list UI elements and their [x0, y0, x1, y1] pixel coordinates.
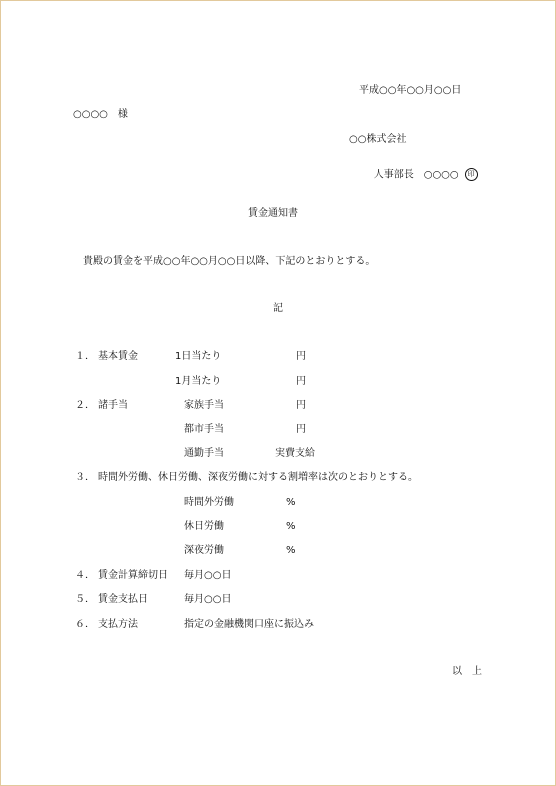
item-number: ４．	[75, 570, 95, 581]
item-number: ６．	[75, 619, 95, 630]
ki-heading: 記	[273, 303, 283, 314]
sub-label: 時間外労働	[184, 497, 234, 508]
company-name: ○○株式会社	[349, 134, 407, 145]
sub-label: 家族手当	[184, 400, 224, 411]
sub-value: %	[286, 497, 296, 508]
sub-value: %	[286, 521, 296, 532]
document-title: 賃金通知書	[248, 208, 298, 219]
sub-label: 通勤手当	[184, 448, 224, 459]
item-value: 毎月○○日	[184, 570, 232, 581]
sub-label: 1日当たり	[175, 351, 222, 362]
item-label: 支払方法	[98, 619, 138, 630]
item-value: 指定の金融機関口座に振込み	[184, 619, 314, 630]
sub-value: %	[286, 545, 296, 556]
item-label: 賃金支払日	[98, 594, 148, 605]
sub-value: 円	[296, 424, 306, 435]
item-value: 毎月○○日	[184, 594, 232, 605]
sub-label: 深夜労働	[184, 545, 224, 556]
sub-label: 休日労働	[184, 521, 224, 532]
item-number: ３．	[75, 472, 95, 483]
seal-mark: 印	[465, 168, 478, 181]
recipient-name: ○○○○ 様	[73, 109, 128, 120]
sub-label: 都市手当	[184, 424, 224, 435]
sub-value: 実費支給	[275, 448, 315, 459]
item-label: 時間外労働、休日労働、深夜労働に対する割増率は次のとおりとする。	[98, 472, 418, 483]
closing-text: 以 上	[452, 666, 482, 677]
sender-title: 人事部長 ○○○○	[373, 169, 459, 181]
item-number: ５．	[75, 594, 95, 605]
item-number: ２．	[75, 400, 95, 411]
item-label: 賃金計算締切日	[98, 570, 168, 581]
document-date: 平成○○年○○月○○日	[359, 85, 462, 96]
sub-value: 円	[296, 376, 306, 387]
intro-text: 貴殿の賃金を平成○○年○○月○○日以降、下記のとおりとする。	[83, 256, 376, 267]
item-label: 基本賃金	[98, 351, 138, 362]
item-number: １．	[75, 351, 95, 362]
sender-line	[361, 158, 478, 191]
item-label: 諸手当	[98, 400, 128, 411]
sub-value: 円	[296, 351, 306, 362]
sub-label: 1月当たり	[175, 376, 222, 387]
sub-value: 円	[296, 400, 306, 411]
